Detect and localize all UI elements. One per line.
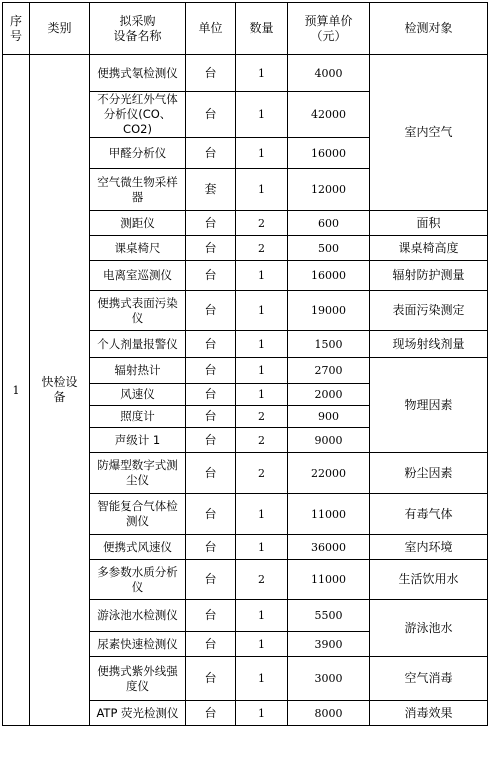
unit-cell: 台 xyxy=(186,55,236,92)
table-header-row xyxy=(3,3,488,55)
unit-budget-cell: 500 xyxy=(288,236,370,261)
unit-budget-cell: 1500 xyxy=(288,331,370,358)
equipment-name-cell: 辐射热计 xyxy=(90,358,186,384)
unit-cell: 台 xyxy=(186,211,236,236)
unit-budget-cell: 11000 xyxy=(288,560,370,600)
equipment-name-cell: ATP 荧光检测仪 xyxy=(90,701,186,726)
equipment-name-cell: 照度计 xyxy=(90,406,186,428)
quantity-cell: 1 xyxy=(236,138,288,169)
header-quantity: 数量 xyxy=(236,3,288,55)
detection-target-cell: 有毒气体 xyxy=(370,494,488,535)
detection-target-cell: 面积 xyxy=(370,211,488,236)
unit-cell: 套 xyxy=(186,169,236,211)
unit-budget-cell: 3900 xyxy=(288,632,370,657)
unit-budget-cell: 22000 xyxy=(288,453,370,494)
equipment-name-cell: 便携式氡检测仪 xyxy=(90,55,186,92)
quantity-cell: 2 xyxy=(236,560,288,600)
header-unit-budget: 预算单价 （元） xyxy=(288,3,370,55)
equipment-name-cell: 不分光红外气体 分析仪(CO、CO2) xyxy=(90,92,186,138)
unit-cell: 台 xyxy=(186,384,236,406)
unit-cell: 台 xyxy=(186,560,236,600)
equipment-name-cell: 甲醛分析仪 xyxy=(90,138,186,169)
header-category: 类别 xyxy=(30,3,90,55)
detection-target-cell: 表面污染测定 xyxy=(370,291,488,331)
unit-budget-cell: 16000 xyxy=(288,138,370,169)
equipment-name-cell: 个人剂量报警仪 xyxy=(90,331,186,358)
detection-target-cell: 物理因素 xyxy=(370,358,488,453)
unit-cell: 台 xyxy=(186,494,236,535)
quantity-cell: 2 xyxy=(236,211,288,236)
detection-target-cell: 课桌椅高度 xyxy=(370,236,488,261)
unit-budget-cell: 42000 xyxy=(288,92,370,138)
unit-cell: 台 xyxy=(186,428,236,453)
equipment-name-cell: 多参数水质分析 仪 xyxy=(90,560,186,600)
unit-cell: 台 xyxy=(186,138,236,169)
quantity-cell: 1 xyxy=(236,55,288,92)
detection-target-cell: 室内环境 xyxy=(370,535,488,560)
equipment-name-cell: 便携式风速仪 xyxy=(90,535,186,560)
unit-cell: 台 xyxy=(186,701,236,726)
unit-budget-cell: 11000 xyxy=(288,494,370,535)
equipment-name-cell: 声级计 1 xyxy=(90,428,186,453)
unit-budget-cell: 4000 xyxy=(288,55,370,92)
quantity-cell: 1 xyxy=(236,632,288,657)
header-index: 序 号 xyxy=(3,3,30,55)
equipment-name-cell: 空气微生物采样 器 xyxy=(90,169,186,211)
equipment-name-cell: 智能复合气体检 测仪 xyxy=(90,494,186,535)
unit-budget-cell: 2700 xyxy=(288,358,370,384)
equipment-name-cell: 课桌椅尺 xyxy=(90,236,186,261)
detection-target-cell: 辐射防护测量 xyxy=(370,261,488,291)
unit-cell: 台 xyxy=(186,358,236,384)
unit-budget-cell: 12000 xyxy=(288,169,370,211)
unit-cell: 台 xyxy=(186,657,236,701)
quantity-cell: 1 xyxy=(236,384,288,406)
quantity-cell: 1 xyxy=(236,701,288,726)
detection-target-cell: 空气消毒 xyxy=(370,657,488,701)
unit-budget-cell: 2000 xyxy=(288,384,370,406)
unit-cell: 台 xyxy=(186,453,236,494)
equipment-name-cell: 便携式紫外线强 度仪 xyxy=(90,657,186,701)
unit-cell: 台 xyxy=(186,406,236,428)
header-equipment: 拟采购 设备名称 xyxy=(90,3,186,55)
equipment-name-cell: 尿素快速检测仪 xyxy=(90,632,186,657)
unit-budget-cell: 19000 xyxy=(288,291,370,331)
unit-budget-cell: 9000 xyxy=(288,428,370,453)
equipment-name-cell: 防爆型数字式测 尘仪 xyxy=(90,453,186,494)
detection-target-cell: 室内空气 xyxy=(370,55,488,211)
quantity-cell: 1 xyxy=(236,535,288,560)
equipment-name-cell: 电离室巡测仪 xyxy=(90,261,186,291)
unit-cell: 台 xyxy=(186,535,236,560)
unit-cell: 台 xyxy=(186,600,236,632)
unit-budget-cell: 900 xyxy=(288,406,370,428)
equipment-name-cell: 测距仪 xyxy=(90,211,186,236)
unit-budget-cell: 36000 xyxy=(288,535,370,560)
unit-budget-cell: 5500 xyxy=(288,600,370,632)
unit-budget-cell: 3000 xyxy=(288,657,370,701)
table-row xyxy=(3,55,488,92)
unit-budget-cell: 8000 xyxy=(288,701,370,726)
unit-cell: 台 xyxy=(186,291,236,331)
header-unit: 单位 xyxy=(186,3,236,55)
quantity-cell: 1 xyxy=(236,92,288,138)
quantity-cell: 1 xyxy=(236,331,288,358)
unit-cell: 台 xyxy=(186,236,236,261)
unit-cell: 台 xyxy=(186,92,236,138)
detection-target-cell: 生活饮用水 xyxy=(370,560,488,600)
quantity-cell: 1 xyxy=(236,600,288,632)
quantity-cell: 1 xyxy=(236,358,288,384)
group-category: 快检设 备 xyxy=(30,55,90,726)
quantity-cell: 2 xyxy=(236,406,288,428)
equipment-name-cell: 便携式表面污染 仪 xyxy=(90,291,186,331)
quantity-cell: 2 xyxy=(236,453,288,494)
equipment-name-cell: 游泳池水检测仪 xyxy=(90,600,186,632)
unit-cell: 台 xyxy=(186,632,236,657)
quantity-cell: 1 xyxy=(236,657,288,701)
unit-budget-cell: 600 xyxy=(288,211,370,236)
unit-cell: 台 xyxy=(186,261,236,291)
unit-cell: 台 xyxy=(186,331,236,358)
group-index: 1 xyxy=(3,55,30,726)
quantity-cell: 1 xyxy=(236,261,288,291)
detection-target-cell: 粉尘因素 xyxy=(370,453,488,494)
quantity-cell: 2 xyxy=(236,428,288,453)
equipment-name-cell: 风速仪 xyxy=(90,384,186,406)
detection-target-cell: 现场射线剂量 xyxy=(370,331,488,358)
header-target: 检测对象 xyxy=(370,3,488,55)
equipment-budget-table xyxy=(2,2,488,726)
quantity-cell: 1 xyxy=(236,291,288,331)
quantity-cell: 2 xyxy=(236,236,288,261)
unit-budget-cell: 16000 xyxy=(288,261,370,291)
detection-target-cell: 游泳池水 xyxy=(370,600,488,657)
quantity-cell: 1 xyxy=(236,494,288,535)
detection-target-cell: 消毒效果 xyxy=(370,701,488,726)
quantity-cell: 1 xyxy=(236,169,288,211)
